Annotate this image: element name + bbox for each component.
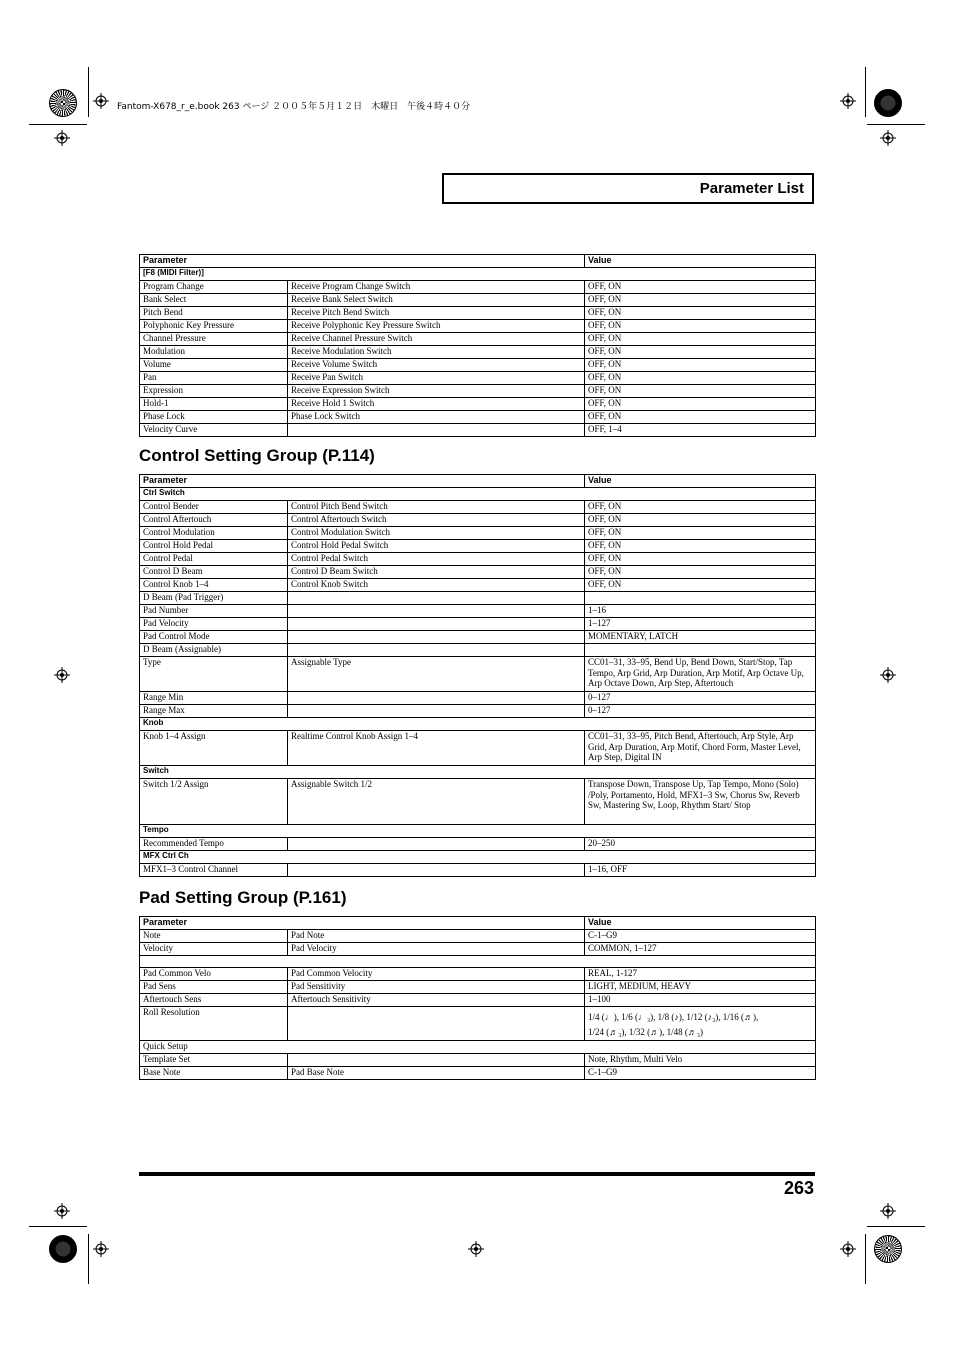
registration-rosette-icon: [874, 1235, 902, 1263]
cell-value: 0–127: [585, 705, 816, 718]
table-row: [140, 943, 816, 956]
cell-param: Pad Number: [140, 605, 288, 618]
cell-name: [288, 644, 585, 657]
cell-param: Hold-1: [140, 398, 288, 411]
cell-param: Pitch Bend: [140, 307, 288, 320]
col-header-value: Value: [585, 475, 816, 488]
cell-value: OFF, ON: [585, 346, 816, 359]
cell-param: Control Pedal: [140, 553, 288, 566]
table-row: [140, 411, 816, 424]
cell-param: Range Min: [140, 692, 288, 705]
table-row: [140, 631, 816, 644]
cell-value: OFF, ON: [585, 307, 816, 320]
cell-name: Assignable Switch 1/2: [288, 779, 585, 825]
cell-value: [585, 1007, 816, 1041]
table-row: [140, 930, 816, 943]
col-header-value: Value: [585, 917, 816, 930]
cell-name: Pad Sensitivity: [288, 981, 585, 994]
control-setting-title: Control Setting Group (P.114): [139, 446, 375, 465]
cell-name: [288, 1054, 585, 1067]
table-row: [140, 1067, 816, 1080]
table-row: [140, 644, 816, 657]
cell-value: OFF, 1–4: [585, 424, 816, 437]
registration-rosette-icon: [49, 89, 77, 117]
registration-rosette-icon: [874, 89, 902, 117]
cell-param: Note: [140, 930, 288, 943]
table-row: [140, 333, 816, 346]
table-row: [140, 307, 816, 320]
table-row: [140, 320, 816, 333]
cell-value: OFF, ON: [585, 579, 816, 592]
crosshair-icon: [93, 93, 109, 109]
cell-name: Receive Modulation Switch: [288, 346, 585, 359]
cell-value: OFF, ON: [585, 385, 816, 398]
cell-name: [288, 838, 585, 851]
cell-param: Control Aftertouch: [140, 514, 288, 527]
file-info: Fantom-X678_r_e.book 263 ページ ２００５年５月１２日 木曜日 午後４時４０分: [117, 102, 471, 112]
cell-value: CC01–31, 33–95, Bend Up, Bend Down, Start/Stop, Tap Tempo, Arp Grid, Arp Duration, Arp Motif, Arp Octave Up, Arp Octave Down, Arp Step, Aftertouch: [585, 657, 816, 692]
cell-param: Modulation: [140, 346, 288, 359]
cell-value: OFF, ON: [585, 398, 816, 411]
cell-name: Receive Pan Switch: [288, 372, 585, 385]
cell-param: Channel Pressure: [140, 333, 288, 346]
cell-param: Velocity Curve: [140, 424, 288, 437]
cell-name: Pad Note: [288, 930, 585, 943]
table-row: [140, 553, 816, 566]
cell-name: Control Pitch Bend Switch: [288, 501, 585, 514]
cell-param: MFX1–3 Control Channel: [140, 864, 288, 877]
cell-param: Velocity: [140, 943, 288, 956]
cell-param: Range Max: [140, 705, 288, 718]
table-row: [140, 981, 816, 994]
cell-param: D Beam (Pad Trigger): [140, 592, 288, 605]
col-header-parameter: Parameter: [140, 917, 585, 930]
cell-value: COMMON, 1–127: [585, 943, 816, 956]
table-header-row: [140, 255, 816, 268]
cell-param: Pad Common Velo: [140, 968, 288, 981]
cell-name: Receive Program Change Switch: [288, 281, 585, 294]
cell-value: OFF, ON: [585, 372, 816, 385]
table-row: [140, 864, 816, 877]
crosshair-icon: [880, 667, 896, 683]
cell-name: Receive Channel Pressure Switch: [288, 333, 585, 346]
cell-param: Switch 1/2 Assign: [140, 779, 288, 825]
col-header-value: Value: [585, 255, 816, 268]
table-row: [140, 579, 816, 592]
cell-param: Roll Resolution: [140, 1007, 288, 1041]
crosshair-icon: [54, 130, 70, 146]
cell-param: Bank Select: [140, 294, 288, 307]
header-title: Parameter List: [699, 180, 804, 197]
group-label: MFX Ctrl Ch: [140, 851, 816, 864]
group-row: [140, 268, 816, 281]
table-row: [140, 968, 816, 981]
group-label: [F8 (MIDI Filter)]: [140, 268, 816, 281]
cell-param: Program Change: [140, 281, 288, 294]
cell-param: Knob 1–4 Assign: [140, 731, 288, 766]
footer-rule: [139, 1172, 815, 1176]
table-row: [140, 398, 816, 411]
registration-rosette-icon: [49, 1235, 77, 1263]
col-header-parameter: Parameter: [140, 475, 585, 488]
crosshair-icon: [93, 1241, 109, 1257]
pad-setting-table: [139, 916, 816, 1080]
cell-value: CC01–31, 33–95, Pitch Bend, Aftertouch, Arp Style, Arp Grid, Arp Duration, Arp Motif, Chord Form, Master Level, Arp Step, Digital IN: [585, 731, 816, 766]
group-row: [140, 851, 816, 864]
table-row: [140, 281, 816, 294]
cell-param: Pad Control Mode: [140, 631, 288, 644]
cell-name: [288, 631, 585, 644]
cell-value: C-1–G9: [585, 930, 816, 943]
cell-param: D Beam (Assignable): [140, 644, 288, 657]
cell-param: Polyphonic Key Pressure: [140, 320, 288, 333]
cell-param: Pad Velocity: [140, 618, 288, 631]
cell-value: OFF, ON: [585, 566, 816, 579]
cell-name: Control Hold Pedal Switch: [288, 540, 585, 553]
cell-name: Phase Lock Switch: [288, 411, 585, 424]
group-label: Switch: [140, 766, 816, 779]
table-row: [140, 618, 816, 631]
cell-value: OFF, ON: [585, 320, 816, 333]
table-row: [140, 527, 816, 540]
crosshair-icon: [880, 130, 896, 146]
cell-value: OFF, ON: [585, 294, 816, 307]
cell-name: Control Modulation Switch: [288, 527, 585, 540]
cell-value: C-1–G9: [585, 1067, 816, 1080]
table-row: [140, 501, 816, 514]
table-row: [140, 359, 816, 372]
table-header-row: [140, 917, 816, 930]
spacer-row: [140, 956, 816, 968]
group-row: [140, 1041, 816, 1054]
table-row: [140, 731, 816, 766]
table-header-row: [140, 475, 816, 488]
cell-name: Pad Velocity: [288, 943, 585, 956]
group-label: Ctrl Switch: [140, 488, 816, 501]
crosshair-icon: [54, 1203, 70, 1219]
cell-name: Receive Volume Switch: [288, 359, 585, 372]
table-row: [140, 540, 816, 553]
cell-name: Receive Hold 1 Switch: [288, 398, 585, 411]
cell-name: Receive Polyphonic Key Pressure Switch: [288, 320, 585, 333]
cell-name: Control Knob Switch: [288, 579, 585, 592]
table-row: [140, 294, 816, 307]
cell-value: OFF, ON: [585, 359, 816, 372]
cell-value: OFF, ON: [585, 553, 816, 566]
cell-value: 20–250: [585, 838, 816, 851]
cell-name: Receive Bank Select Switch: [288, 294, 585, 307]
group-row: [140, 766, 816, 779]
cell-param: Base Note: [140, 1067, 288, 1080]
col-header-parameter: Parameter: [140, 255, 585, 268]
midi-filter-table: [139, 254, 816, 437]
cell-value: LIGHT, MEDIUM, HEAVY: [585, 981, 816, 994]
cell-value: OFF, ON: [585, 501, 816, 514]
cell-value: 0–127: [585, 692, 816, 705]
cell-name: Realtime Control Knob Assign 1–4: [288, 731, 585, 766]
cell-param: Control Hold Pedal: [140, 540, 288, 553]
group-row: [140, 488, 816, 501]
cell-name: Assignable Type: [288, 657, 585, 692]
cell-param: Control Bender: [140, 501, 288, 514]
crosshair-icon: [840, 93, 856, 109]
cell-name: Control Aftertouch Switch: [288, 514, 585, 527]
cell-name: [288, 592, 585, 605]
cell-param: Pad Sens: [140, 981, 288, 994]
cell-name: Aftertouch Sensitivity: [288, 994, 585, 1007]
cell-value: REAL, 1-127: [585, 968, 816, 981]
cell-name: [288, 618, 585, 631]
cell-param: Recommended Tempo: [140, 838, 288, 851]
cell-name: Receive Expression Switch: [288, 385, 585, 398]
roll-value-line: 1/4 (♩), 1/6 (♩₃), 1/8 (♪), 1/12 (♪₃), 1/16 (♬),: [588, 1012, 759, 1022]
cell-value: OFF, ON: [585, 527, 816, 540]
table-row: [140, 1054, 816, 1067]
table-row: [140, 657, 816, 692]
cell-value: 1–16, OFF: [585, 864, 816, 877]
cell-param: Phase Lock: [140, 411, 288, 424]
cell-param: Pan: [140, 372, 288, 385]
cell-name: Pad Common Velocity: [288, 968, 585, 981]
pad-setting-title: Pad Setting Group (P.161): [139, 888, 347, 907]
table-row: [140, 779, 816, 825]
cell-name: Control Pedal Switch: [288, 553, 585, 566]
cell-param: Control D Beam: [140, 566, 288, 579]
table-row: [140, 346, 816, 359]
cell-value: OFF, ON: [585, 540, 816, 553]
cell-value: OFF, ON: [585, 333, 816, 346]
group-label: Knob: [140, 718, 816, 731]
control-setting-table: [139, 474, 816, 877]
table-row: [140, 566, 816, 579]
cell-name: [288, 692, 585, 705]
page-number: 263: [783, 1178, 814, 1198]
cell-name: [288, 864, 585, 877]
cell-name: [288, 705, 585, 718]
cell-param: Type: [140, 657, 288, 692]
table-row: [140, 692, 816, 705]
table-row: [140, 605, 816, 618]
cell-name: Pad Base Note: [288, 1067, 585, 1080]
cell-name: [288, 1007, 585, 1041]
group-label: Quick Setup: [140, 1041, 816, 1054]
table-row: [140, 705, 816, 718]
cell-param: Volume: [140, 359, 288, 372]
table-row: [140, 838, 816, 851]
cell-name: [288, 605, 585, 618]
roll-value-line: 1/24 (♬₃), 1/32 (♬), 1/48 (♬₃): [588, 1027, 704, 1037]
crosshair-icon: [468, 1241, 484, 1257]
crosshair-icon: [840, 1241, 856, 1257]
table-row: [140, 385, 816, 398]
cell-value: Transpose Down, Transpose Up, Tap Tempo, Mono (Solo) /Poly, Portamento, Hold, MFX1–3 Sw, Chorus Sw, Reverb Sw, Mastering Sw, Loop, Rhythm Start/ Stop: [585, 779, 816, 825]
cell-name: Control D Beam Switch: [288, 566, 585, 579]
crosshair-icon: [54, 667, 70, 683]
cell-name: Receive Pitch Bend Switch: [288, 307, 585, 320]
cell-value: [585, 644, 816, 657]
table-row: [140, 592, 816, 605]
cell-value: OFF, ON: [585, 281, 816, 294]
cell-param: Expression: [140, 385, 288, 398]
cell-value: [585, 592, 816, 605]
table-row: [140, 514, 816, 527]
table-row: [140, 424, 816, 437]
cell-param: Control Knob 1–4: [140, 579, 288, 592]
cell-value: 1–127: [585, 618, 816, 631]
cell-param: Aftertouch Sens: [140, 994, 288, 1007]
cell-name: [288, 424, 585, 437]
crosshair-icon: [880, 1203, 896, 1219]
cell-value: Note, Rhythm, Multi Velo: [585, 1054, 816, 1067]
cell-value: 1–16: [585, 605, 816, 618]
cell-param: Template Set: [140, 1054, 288, 1067]
cell-value: MOMENTARY, LATCH: [585, 631, 816, 644]
table-row: [140, 994, 816, 1007]
table-row: [140, 372, 816, 385]
cell-value: 1–100: [585, 994, 816, 1007]
cell-value: OFF, ON: [585, 514, 816, 527]
group-row: [140, 825, 816, 838]
group-label: Tempo: [140, 825, 816, 838]
group-row: [140, 718, 816, 731]
cell-value: OFF, ON: [585, 411, 816, 424]
table-row: [140, 1007, 816, 1041]
cell-param: Control Modulation: [140, 527, 288, 540]
section-header: [442, 173, 814, 204]
